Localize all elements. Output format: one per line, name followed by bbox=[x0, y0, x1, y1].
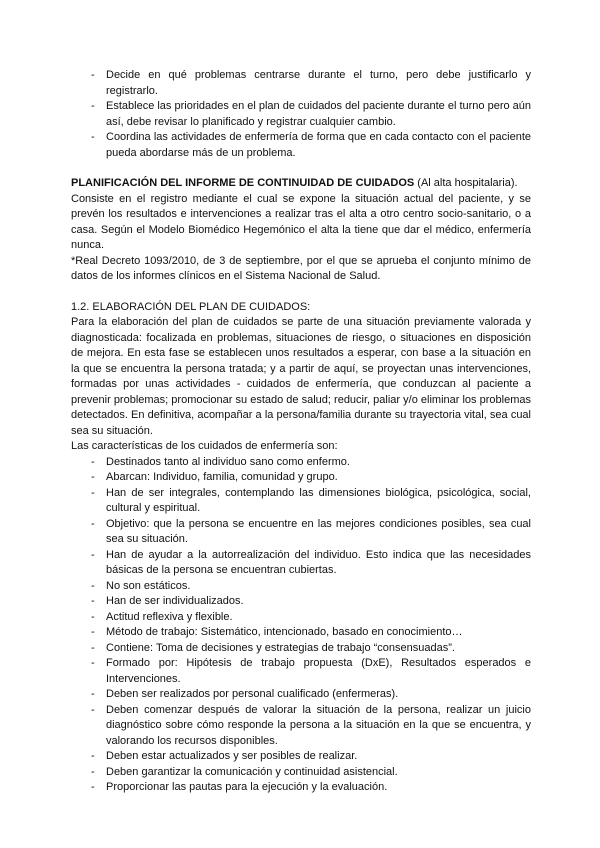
list-item: - Coordina las actividades de enfermería de forma que en cada contacto con el paciente pueda abordarse más de un problema. bbox=[71, 130, 531, 161]
list-item: - Deben ser realizados por personal cualificado (enfermeras). bbox=[71, 687, 531, 703]
list-item: - Han de ayudar a la autorrealización del individuo. Esto indica que las necesidades básicas de la persona se encuentran cubiertas. bbox=[71, 548, 531, 579]
decree-note: *Real Decreto 1093/2010, de 3 de septiembre, por el que se aprueba el conjunto mínimo de datos de los informes clínicos en el Sistema Nacional de Salud. bbox=[71, 254, 531, 282]
list-item: - Contiene: Toma de decisiones y estrategias de trabajo “consensuadas”. bbox=[71, 641, 531, 657]
characteristics-list bbox=[71, 455, 531, 796]
characteristics-intro: Las características de los cuidados de enfermería son: bbox=[71, 440, 338, 452]
elaboration-heading: 1.2. ELABORACIÓN DEL PLAN DE CUIDADOS: bbox=[71, 300, 311, 313]
list-item: - Proporcionar las pautas para la ejecución y la evaluación. bbox=[71, 780, 531, 796]
list-item: - No son estáticos. bbox=[71, 579, 531, 595]
document-page bbox=[71, 68, 531, 796]
list-item: - Deben comenzar después de valorar la situación de la persona, realizar un juicio diagnóstico sobre cómo responde la persona a la situación en la que se encuentra, y valorando los recursos disponibles. bbox=[71, 703, 531, 750]
top-bullet-list bbox=[71, 68, 531, 161]
list-item: - Han de ser integrales, contemplando las dimensiones biológica, psicológica, social, cultural y espiritual. bbox=[71, 486, 531, 517]
list-item: - Destinados tanto al individuo sano como enfermo. bbox=[71, 455, 531, 471]
list-item: - Establece las prioridades en el plan de cuidados del paciente durante el turno pero aún así, debe revisar lo planificado y registrar cualquier cambio. bbox=[71, 99, 531, 130]
list-item: - Decide en qué problemas centrarse durante el turno, pero debe justificarlo y registrarlo. bbox=[71, 68, 531, 99]
list-item: - Han de ser individualizados. bbox=[71, 594, 531, 610]
list-item: - Método de trabajo: Sistemático, intencionado, basado en conocimiento… bbox=[71, 625, 531, 641]
list-item: - Deben garantizar la comunicación y continuidad asistencial. bbox=[71, 765, 531, 781]
planning-title: PLANIFICACIÓN DEL INFORME DE CONTINUIDAD DE CUIDADOS bbox=[71, 177, 415, 189]
planning-body: Consiste en el registro mediante el cual se expone la situación actual del paciente, y se prevén los resultados e intervenciones a realizar tras el alta a otro centro socio-sanitario, o a casa. Según el Modelo Biomédico Hegemónico el alta la tiene que dar el médico, enfermería nunca. bbox=[71, 192, 531, 251]
elaboration-body: Para la elaboración del plan de cuidados se parte de una situación previamente valorada y diagnosticada: focalizada en problemas, situaciones de riesgo, o situaciones en disposición de mejora. En esta fase se establecen unos resultados a esperar, con base a la situación en la que se encuentra la persona tratada; y a partir de aquí, se proyectan unas intervenciones, formadas por unas actividades - cuidados de enfermería, que conduzcan al paciente a prevenir problemas; promocionar su estado de salud; reducir, paliar y/o eliminar los problemas detectados. En definitiva, acompañar a la persona/familia durante su trayectoria vital, sea cual sea su situación. bbox=[71, 316, 531, 437]
list-item: - Deben estar actualizados y ser posibles de realizar. bbox=[71, 749, 531, 765]
list-item: - Objetivo: que la persona se encuentre en las mejores condiciones posibles, sea cual sea su situación. bbox=[71, 517, 531, 548]
planning-paragraph bbox=[71, 176, 531, 192]
list-item: - Formado por: Hipótesis de trabajo propuesta (DxE), Resultados esperados e Intervenciones. bbox=[71, 656, 531, 687]
planning-title-note: (Al alta hospitalaria). bbox=[414, 177, 518, 189]
list-item: - Abarcan: Individuo, familia, comunidad y grupo. bbox=[71, 470, 531, 486]
list-item: - Actitud reflexiva y flexible. bbox=[71, 610, 531, 626]
